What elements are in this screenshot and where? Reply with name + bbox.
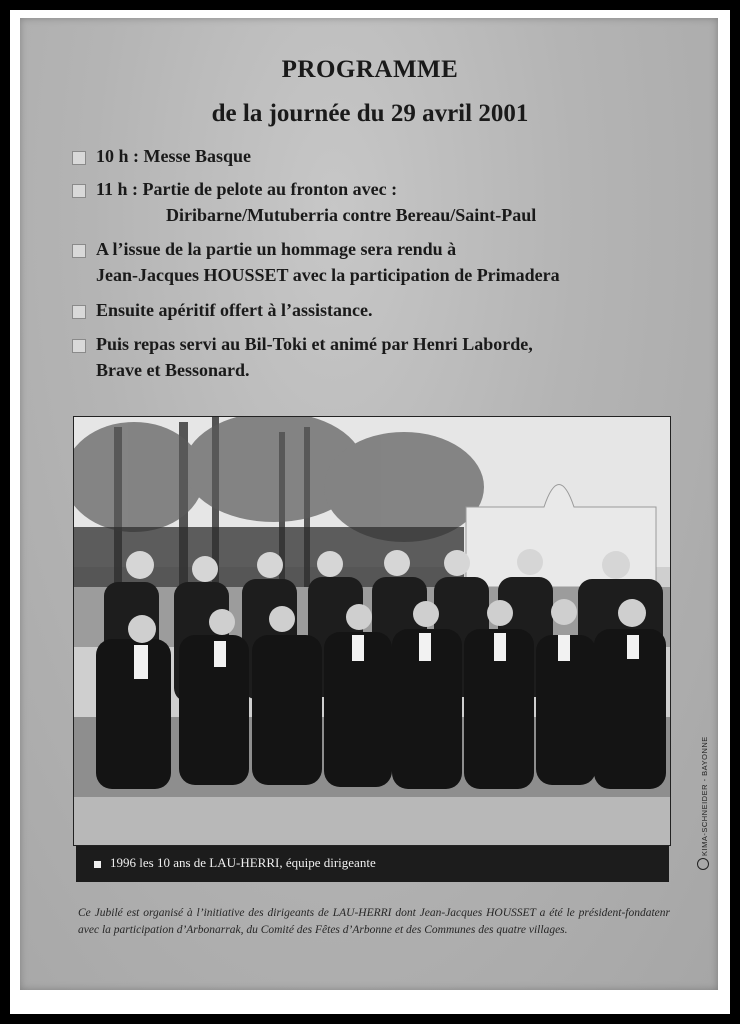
program-item-continuation: Jean-Jacques HOUSSET avec la participation de Primadera [96,265,560,285]
page-subtitle: de la journée du 29 avril 2001 [211,100,529,127]
program-item-text: 11 h : Partie de pelote au fronton avec : [96,179,398,199]
group-photo [73,416,671,846]
bullet-icon [72,305,86,319]
program-item-text: 10 h : Messe Basque [96,146,252,166]
printer-credit: KIMA-SCHNEIDER - BAYONNE [700,736,709,856]
bullet-icon [72,151,86,165]
bullet-icon [72,339,86,353]
caption-square-icon [94,861,101,868]
bullet-icon [72,244,86,258]
program-item-continuation: Diribarne/Mutuberria contre Bereau/Saint-Paul [166,205,537,225]
program-item-continuation: Brave et Bessonard. [96,360,250,380]
program-item-text: A l’issue de la partie un hommage sera rendu à [96,239,457,259]
photo-caption: 1996 les 10 ans de LAU-HERRI, équipe dirigeante [110,855,376,870]
printer-logo-icon [697,858,709,870]
group-photo-illustration [74,417,670,845]
page-title: PROGRAMME [281,56,459,83]
program-item-text: Ensuite apéritif offert à l’assistance. [96,300,373,320]
footer-note: Ce Jubilé est organisé à l’initiative des dirigeants de LAU-HERRI dont Jean-Jacques HOUSSET a été le président-fondatenr avec la participation d’Arbonarrak, du Comité des Fêtes d’Arbonne et des Communes des quatre villages. [78,907,670,936]
bullet-icon [72,184,86,198]
program-item-text: Puis repas servi au Bil-Toki et animé par Henri Laborde, [96,334,533,354]
